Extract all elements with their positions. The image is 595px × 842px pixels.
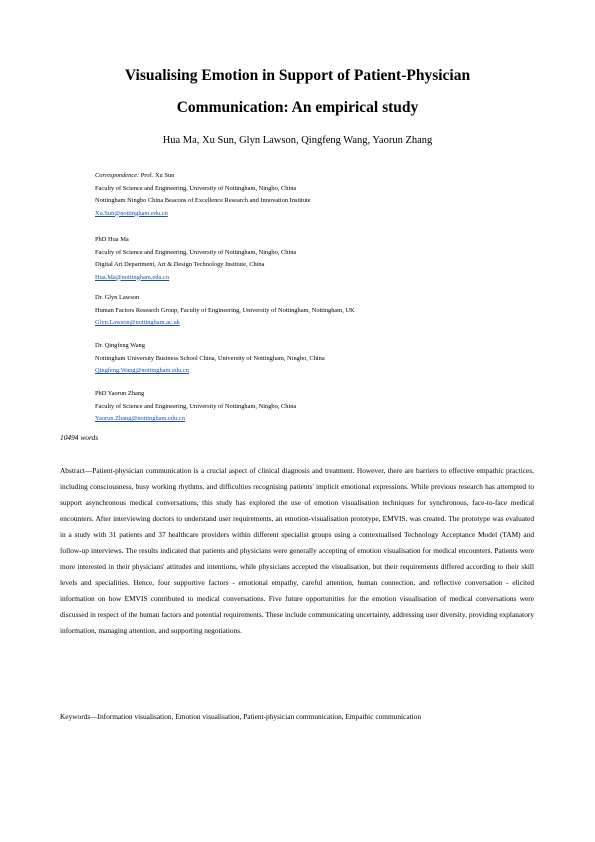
affiliation-email-link[interactable]: Xu.Sun@nottingham.edu.cn <box>95 209 168 217</box>
affiliation-block-2 <box>95 234 515 284</box>
keywords-paragraph <box>60 712 541 722</box>
affiliation-email-link[interactable]: Hua.Ma@nottingham.edu.cn <box>95 273 170 281</box>
abstract-paragraph <box>60 463 534 639</box>
affiliation-line: Human Factors Research Group, Faculty of Engineering, University of Nottingham, Nottingham, UK <box>95 306 355 314</box>
affiliation-name: Dr. Qingfeng Wang <box>95 342 145 349</box>
author-list: Hua Ma, Xu Sun, Glyn Lawson, Qingfeng Wang, Yaorun Zhang <box>162 135 433 146</box>
affiliation-line: Nottingham University Business School China, University of Nottingham, Ningbo, China <box>95 354 325 362</box>
affiliation-name: PhD Yaorun Zhang <box>95 390 145 397</box>
affiliation-block-5 <box>95 388 515 426</box>
affiliation-block-3 <box>95 292 515 330</box>
paper-title-line-1: Visualising Emotion in Support of Patient-Physician <box>124 67 471 84</box>
affiliation-email-link[interactable]: Yaorun.Zhang@nottingham.edu.cn <box>95 415 185 422</box>
keywords-label: Keywords <box>60 712 91 721</box>
affiliation-block-1 <box>95 170 515 220</box>
affiliation-name-line <box>95 170 515 183</box>
affiliation-email-link[interactable]: Qingfeng.Wang@nottingham.edu.cn <box>95 367 189 374</box>
affiliation-name: PhD Hua Ma <box>95 236 129 243</box>
affiliation-email-link[interactable]: Glyn.Lawson@nottingham.ac.uk <box>95 319 180 326</box>
paper-title-line-2: Communication: An empirical study <box>176 99 419 116</box>
correspondence-label: Correspondence: <box>95 172 140 179</box>
affiliation-line: Faculty of Science and Engineering, University of Nottingham, Ningbo, China <box>95 248 297 256</box>
keywords-text: —Information visualisation, Emotion visualisation, Patient-physician communication, Empathic communication <box>90 712 422 721</box>
affiliation-name: Dr. Glyn Lawson <box>95 294 140 301</box>
affiliation-line: Nottingham Ningbo China Beacons of Excellence Research and Innovation Institute <box>95 197 311 204</box>
affiliation-line: Faculty of Science and Engineering, University of Nottingham, Ningbo, China <box>95 402 297 410</box>
affiliation-block-4 <box>95 340 515 378</box>
word-count: 10494 words <box>60 433 99 442</box>
abstract-label: Abstract <box>60 466 85 475</box>
abstract-text: —Patient-physician communication is a crucial aspect of clinical diagnosis and treatment. However, there are barriers to effective empathic practices, including consciousness, busy working rhythms, and difficulties recognising patients' implicit emotional expressions. While previous research has attempted to support asynchronous medical conversations, this study has explored the use of emotion visualisation techniques for synchronous, face-to-face medical encounters. After interviewing doctors to understand user requirements, an emotion-visualisation prototype, EMVIS, was created. The prototype was evaluated in a study with 31 patients and 37 healthcare providers within different specialist groups using a contextualised Technology Acceptance Model (TAM) and follow-up interviews. The results indicated that patients and physicians were generally accepting of emotion visualisation for medical encounters. Patients were more interested in their physicians' attitudes and intentions, while physicians accepted the visualisation, but their requirements differed according to their skill levels and specialities. Hence, four supportive factors - emotional empathy, careful attention, human connection, and reflective conversation - elicited information on how EMVIS contributed to medical conversations. Five future opportunities for the emotion visualisation of medical conversations were discussed in respect of the human factors and potential requirements. These include communicating uncertainty, addressing user diversity, providing explanatory information, managing attention, and supporting negotiations. <box>60 466 534 635</box>
affiliation-line: Faculty of Science and Engineering, University of Nottingham, Ningbo, China <box>95 184 297 192</box>
affiliation-name: Prof. Xu Sun <box>139 172 175 179</box>
affiliation-line: Digital Art Department, Art & Design Technology Institute, China <box>95 261 265 268</box>
